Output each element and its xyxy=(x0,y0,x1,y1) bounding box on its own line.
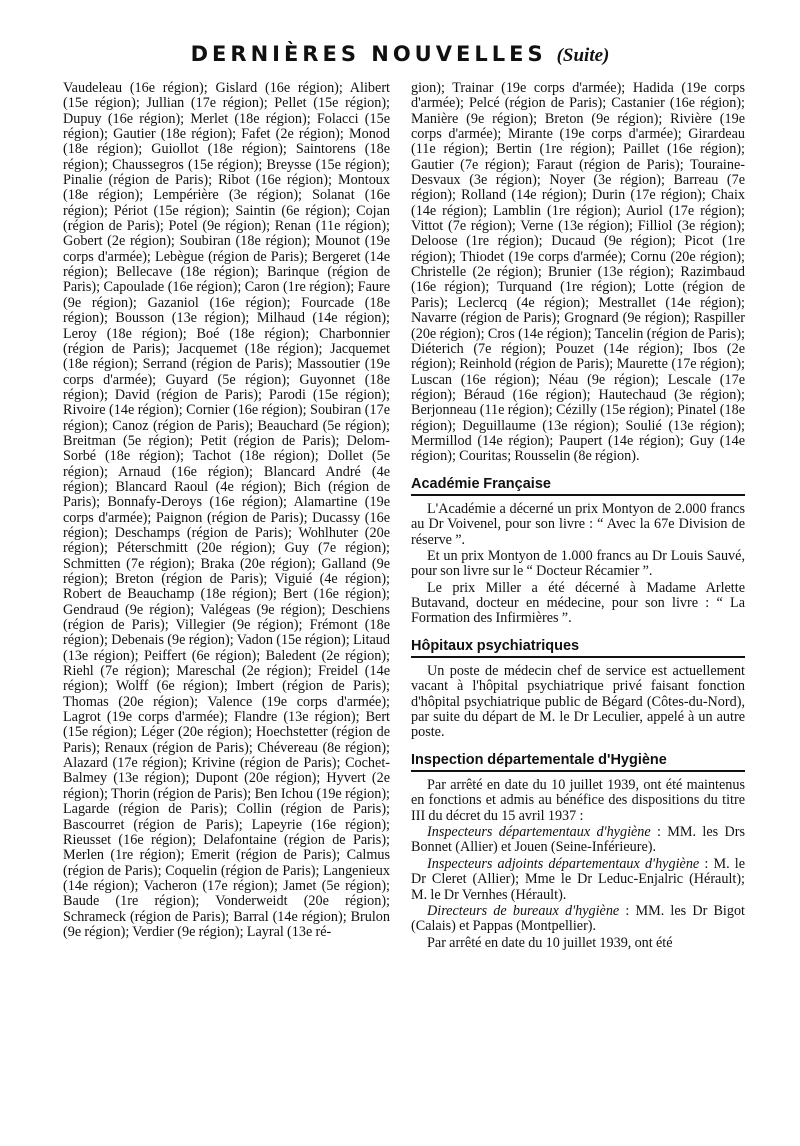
inspection-entry-1-text: : MM. les Drs Bonnet (Allier) et Jouen (Seine-Inférieure). xyxy=(411,824,745,856)
right-column xyxy=(411,81,745,952)
inspection-entry-3-label: Directeurs de bureaux d'hygiène xyxy=(427,902,620,919)
page-title-suite: (Suite) xyxy=(556,45,610,66)
academie-paragraph-3: Le prix Miller a été décerné à Madame Arlette Butavand, docteur en médecine, pour son livre : “ La Formation des Infirmières ”. xyxy=(411,579,745,627)
inspection-closing: Par arrêté en date du 10 juillet 1939, ont été xyxy=(427,934,673,951)
inspection-entry-1 xyxy=(411,825,745,856)
inspection-entry-3-text: : MM. les Dr Bigot (Calais) et Pappas (Montpellier). xyxy=(411,902,745,935)
section-heading-inspection: Inspection départementale d'Hygiène xyxy=(411,753,745,772)
promotion-list-left: Vaudeleau (16e région); Gislard (16e région); Alibert (15e région); Jullian (17e région); Pellet (15e région); Dupuy (16e région); Merlet (18e région); Folacci (15e région); Gautier (18e région); Fafet (2e région); Monod (18e région); Guiollot (18e région); Saintorens (18e région); Chaussegros (15e région); Breysse (15e région); Pinalie (région de Paris); Ribot (16e région); Montoux (18e région); Lempérière (3e région); Solanat (16e région); Périot (15e région); Saintin (6e région); Cojan (région de Paris); Potel (9e région); Renan (11e région); Gobert (2e région); Soubiran (18e région); Mounot (19e corps d'armée); Lebègue (région de Paris); Bergeret (14e région); Bellecave (18e région); Barinque (région de Paris); Capoulade (16e région); Caron (1re région); Faure (9e région); Gazaniol (16e région); Fourcade (18e région); Bousson (13e région); Milhaud (14e région); Leroy (18e région); Boé (18e région); Charbonnier (région de Paris); Jacquemet (18e région); Jacquemet (18e région); Serrand (région de Paris); Massoutier (19e corps d'armée); Guyard (5e région); Guyonnet (18e région); David (région de Paris); Parodi (15e région); Rivoire (14e région); Cornier (16e région); Soubiran (17e région); Canoz (région de Paris); Beauchard (5e région); Breitman (5e région); Petit (région de Paris); Delom-Sorbé (18e région); Tachot (18e région); Dollet (5e région); Arnaud (16e région); Blancard André (4e région); Blancard Raoul (4e région); Bich (région de Paris); Bonnafy-Deroys (16e région); Alamartine (19e corps d'armée); Paignon (région de Paris); Ducassy (16e région); Deschamps (région de Paris); Wohlhuter (20e région); Péterschmitt (20e région); Guy (7e région); Schmitten (7e région); Braka (20e région); Galland (9e région); Breton (région de Paris); Viguié (4e région); Robert de Beauchamp (18e région); Bert (16e région); Gendraud (9e région); Valégeas (9e région); Deschiens (région de Paris); Villegier (9e région); Frémont (18e région); Debenais (9e région); Vadon (15e région); Litaud (13e région); Peiffert (6e région); Baledent (2e région); Riehl (7e région); Mareschal (2e région); Freidel (14e région); Wolff (6e région); Imbert (région de Paris); Thomas (20e région); Valence (19e corps d'armée); Lagrot (19e corps d'armée); Flandre (13e région); Bert (15e région); Léger (20e région); Hoechstetter (région de Paris); Renaux (région de Paris); Chévereau (8e région); Alazard (17e région); Krivine (région de Paris); Cochet-Balmey (13e région); Dupont (20e région); Hyvert (2e région); Thorin (région de Paris); Ben Ichou (19e région); Lagarde (région de Paris); Collin (région de Paris); Bascourret (région de Paris); Lapeyrie (16e région); Rieusset (16e région); Delafontaine (région de Paris); Merlen (1re région); Emerit (région de Paris); Calmus (région de Paris); Coquelin (région de Paris); Langenieux (14e région); Vacheron (17e région); Jamet (5e région); Baude (1re région); Vonderweidt (20e région); Schrameck (région de Paris); Barral (14e région); Brulon (9e région); Verdier (9e région); Layral (13e ré- xyxy=(63,80,390,940)
hopitaux-paragraph: Un poste de médecin chef de service est actuellement vacant à l'hôpital psychiatrique privé faisant fonction d'hôpital psychiatrique public de Bégard (Côtes-du-Nord), par suite du départ de M. le Dr Leculier, appelé à un autre poste. xyxy=(411,663,745,741)
inspection-intro: Par arrêté en date du 10 juillet 1939, ont été maintenus en fonctions et admis au bénéfice des dispositions du titre III du décret du 15 avril 1937 : xyxy=(411,777,745,824)
page-title: DERNIÈRES NOUVELLES xyxy=(190,42,547,66)
left-column xyxy=(63,81,390,940)
inspection-entry-1-label: Inspecteurs départementaux d'hygiène xyxy=(427,824,651,841)
inspection-entry-2-text: : M. le Dr Cleret (Allier); Mme le Dr Leduc-Enjalric (Hérault); M. le Dr Vernhes (Hérault). xyxy=(411,855,745,903)
inspection-entry-2-label: Inspecteurs adjoints départementaux d'hygiène xyxy=(427,855,700,872)
section-heading-hopitaux: Hôpitaux psychiatriques xyxy=(411,639,745,658)
academie-paragraph-1: L'Académie a décerné un prix Montyon de 2.000 francs au Dr Voivenel, pour son livre : “ Avec la 67e Division de réserve ”. xyxy=(411,500,745,548)
inspection-entry-2 xyxy=(411,857,745,903)
inspection-entry-3 xyxy=(411,904,745,935)
page-header xyxy=(0,42,800,67)
promotion-list-right: gion); Trainar (19e corps d'armée); Hadida (19e corps d'armée); Pelcé (région de Paris); Castanier (16e région); Manière (9e région); Breton (9e région); Rivière (19e corps d'armée); Mirante (19e corps d'armée); Girardeau (11e région); Bertin (1re région); Paillet (16e région); Gautier (7e région); Faraut (région de Paris); Touraine-Desvaux (3e région); Noyer (3e région); Barreau (7e région); Rolland (14e région); Durin (17e région); Chaix (14e région); Lamblin (1re région); Auriol (17e région); Vittot (7e région); Verne (13e région); Filliol (3e région); Deloose (1re région); Ducaud (9e région); Picot (1re région); Thiodet (19e corps d'armée); Cornu (20e région); Christelle (2e région); Brunier (13e région); Razimbaud (16e région); Turquand (1re région); Lotte (région de Paris); Leclercq (4e région); Mestrallet (14e région); Navarre (région de Paris); Grognard (9e région); Raspiller (20e région); Cros (14e région); Tancelin (région de Paris); Diéterich (7e région); Pouzet (14e région); Ibos (2e région); Reinhold (région de Paris); Maurette (17e région); Luscan (16e région); Néau (9e région); Lescale (17e région); Béraud (16e région); Hautechaud (3e région); Berjonneau (11e région); Cézilly (15e région); Pinatel (18e région); Deguillaume (13e région); Soulié (13e région); Mermillod (14e région); Paupert (14e région); Guy (14e région); Couritas; Rousselin (8e région). xyxy=(411,80,745,465)
section-heading-academie: Académie Française xyxy=(411,477,745,496)
academie-paragraph-2: Et un prix Montyon de 1.000 francs au Dr Louis Sauvé, pour son livre sur le “ Docteur Récamier ”. xyxy=(411,547,745,580)
